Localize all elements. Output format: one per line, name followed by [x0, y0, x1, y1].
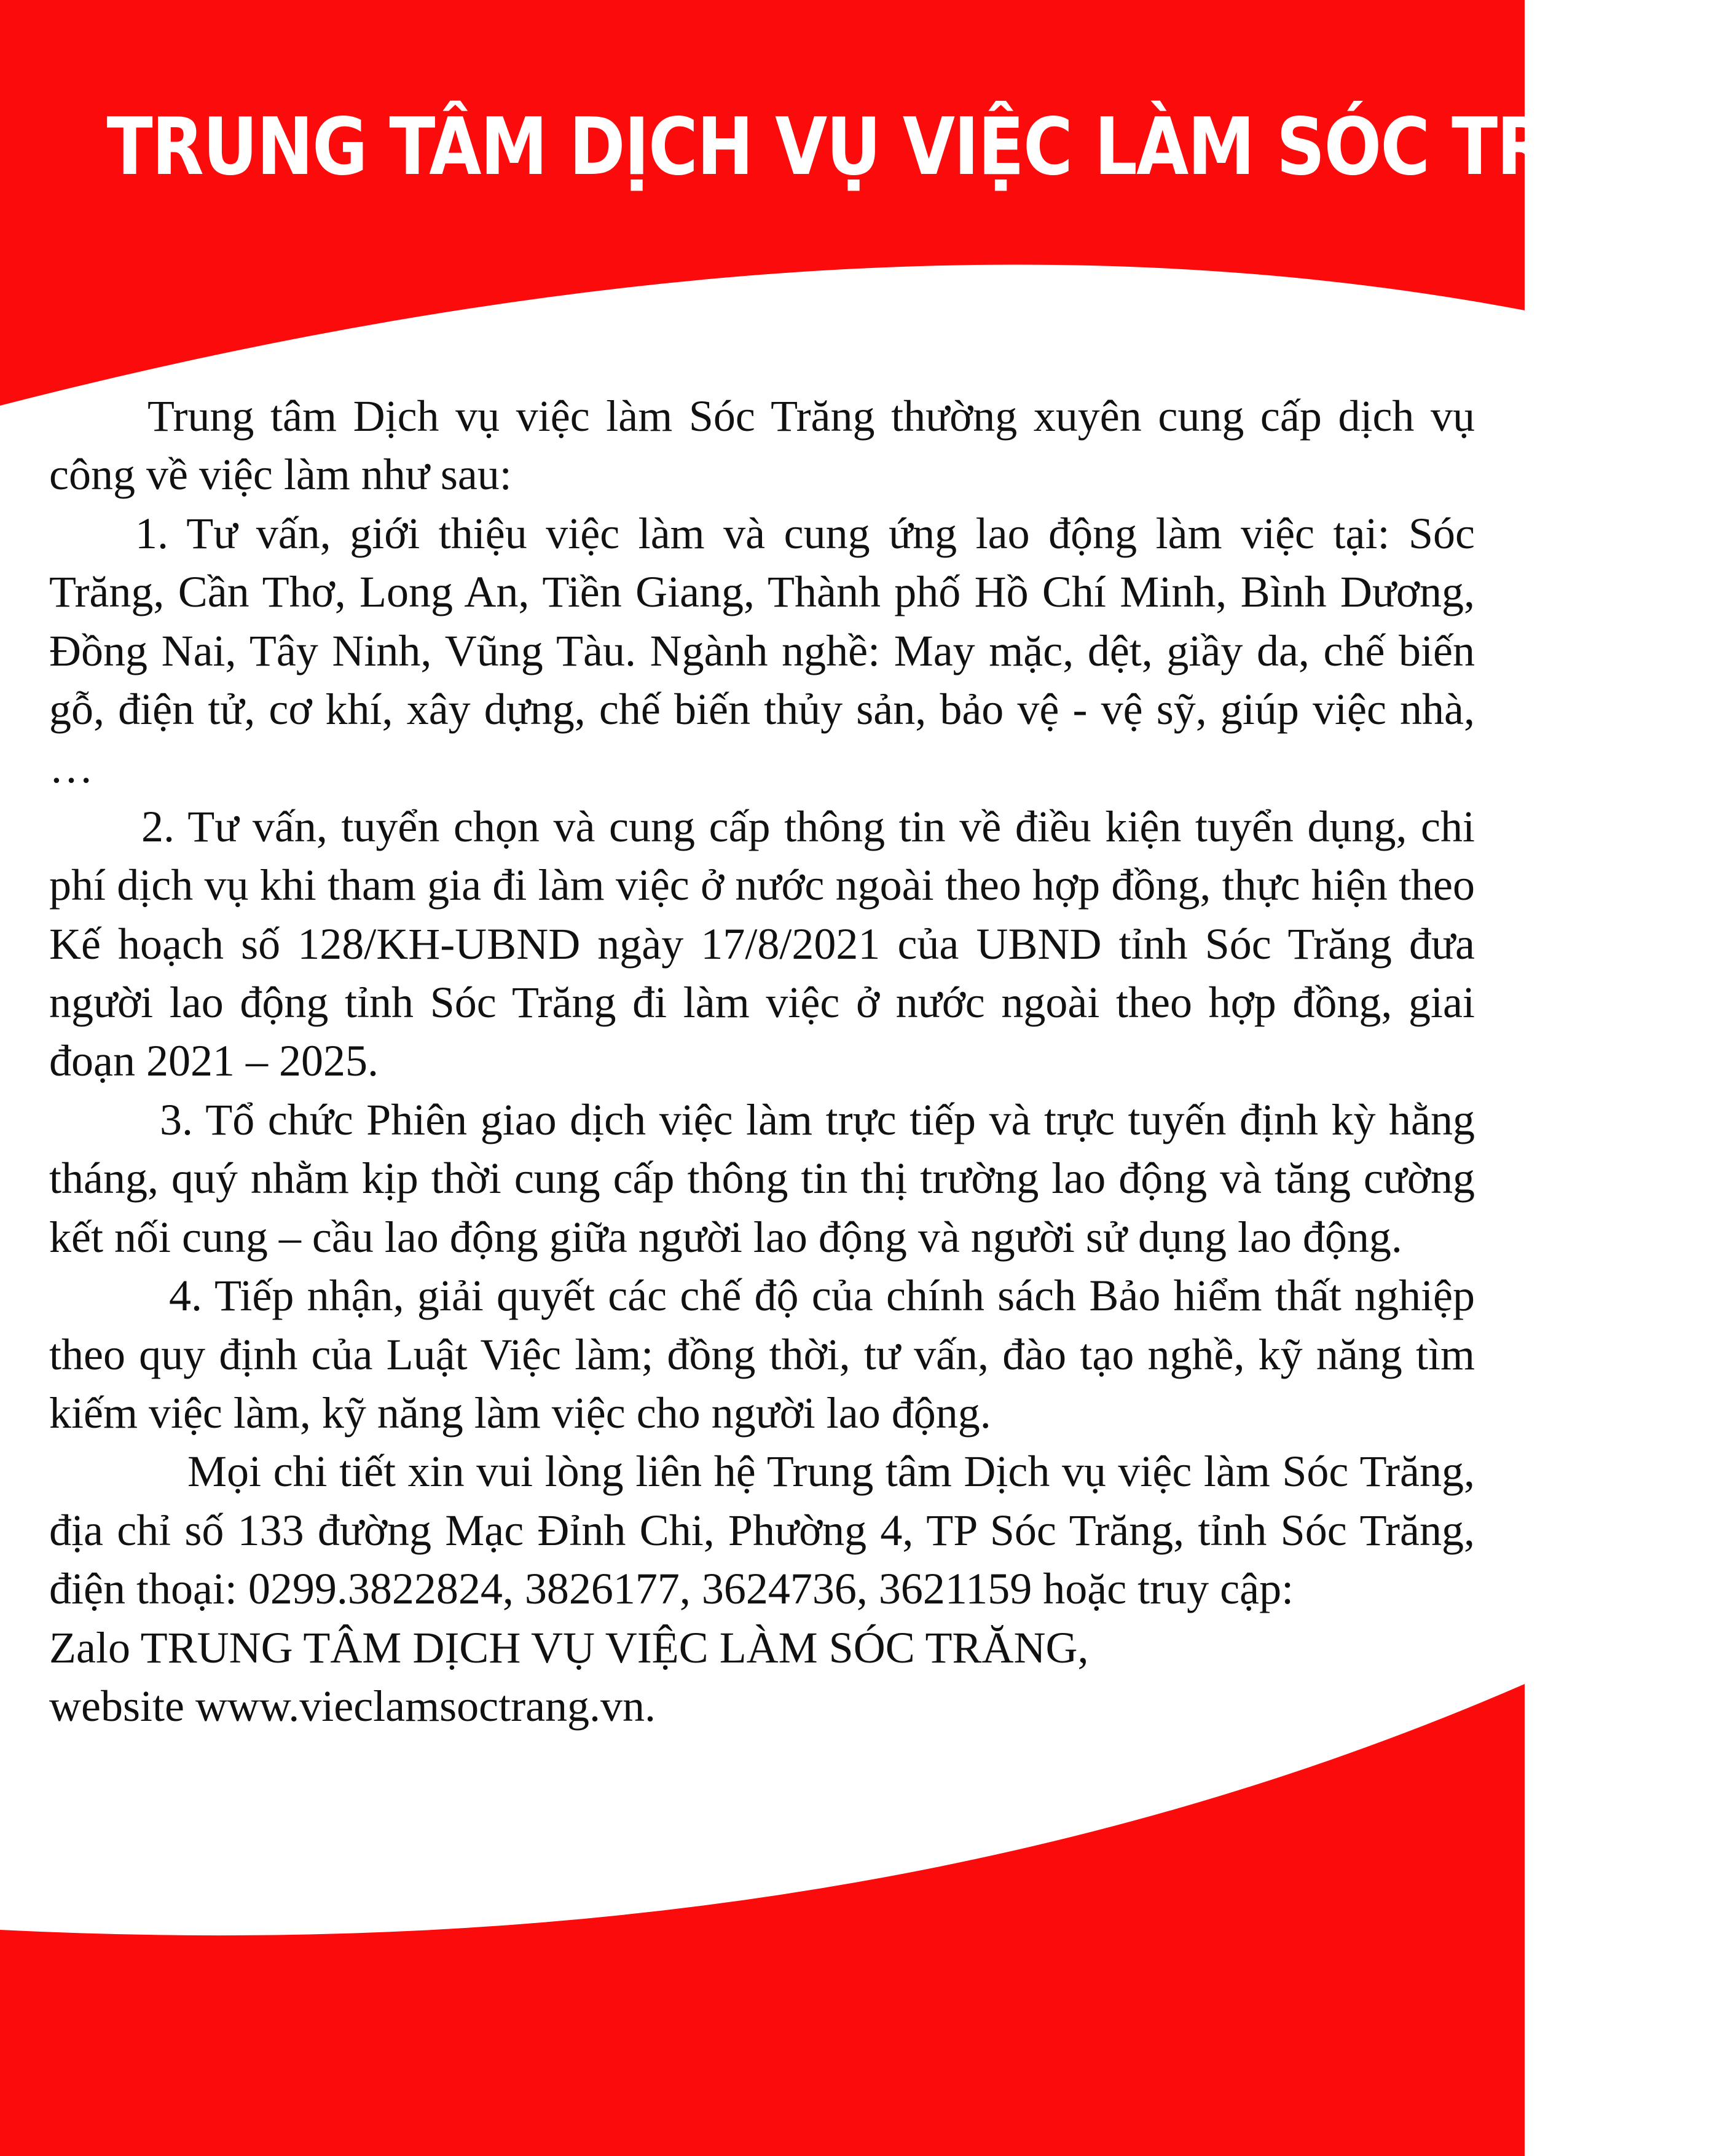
service-item-1: 1. Tư vấn, giới thiệu việc làm và cung ứng lao động làm việc tại: Sóc Trăng, Cần Thơ, Long An, Tiền Giang, Thành phố Hồ Chí Minh, Bình Dương, Đồng Nai, Tây Ninh, Vũng Tàu. Ngành nghề: May mặc, dệt, giầy da, chế biến gỗ, điện tử, cơ khí, xây dựng, chế biến thủy sản, bảo vệ - vệ sỹ, giúp việc nhà, … — [49, 508, 1475, 793]
body-text — [49, 387, 1475, 1736]
intro-paragraph: Trung tâm Dịch vụ việc làm Sóc Trăng thường xuyên cung cấp dịch vụ công về việc làm như sau: — [49, 391, 1475, 500]
bottom-red-banner — [0, 1684, 1525, 2156]
website-line: website www.vieclamsoctrang.vn. — [49, 1681, 656, 1731]
service-item-3: 3. Tổ chức Phiên giao dịch việc làm trực tiếp và trực tuyến định kỳ hằng tháng, quý nhằm kịp thời cung cấp thông tin thị trường lao động và tăng cường kết nối cung – cầu lao động giữa người lao động và người sử dụng lao động. — [49, 1095, 1475, 1262]
service-item-4: 4. Tiếp nhận, giải quyết các chế độ của chính sách Bảo hiểm thất nghiệp theo quy định của Luật Việc làm; đồng thời, tư vấn, đào tạo nghề, kỹ năng tìm kiếm việc làm, kỹ năng làm việc cho người lao động. — [49, 1271, 1475, 1438]
zalo-line: Zalo TRUNG TÂM DỊCH VỤ VIỆC LÀM SÓC TRĂNG, — [49, 1623, 1089, 1672]
service-item-2: 2. Tư vấn, tuyển chọn và cung cấp thông tin về điều kiện tuyển dụng, chi phí dịch vụ khi tham gia đi làm việc ở nước ngoài theo hợp đồng, thực hiện theo Kế hoạch số 128/KH-UBND ngày 17/8/2021 của UBND tỉnh Sóc Trăng đưa người lao động tỉnh Sóc Trăng đi làm việc ở nước ngoài theo hợp đồng, giai đoạn 2021 – 2025. — [49, 801, 1475, 1086]
page-title: TRUNG TÂM DỊCH VỤ VIỆC LÀM SÓC TRĂNG — [106, 101, 1709, 193]
contact-paragraph: Mọi chi tiết xin vui lòng liên hệ Trung tâm Dịch vụ việc làm Sóc Trăng, địa chỉ số 133 đường Mạc Đỉnh Chi, Phường 4, TP Sóc Trăng, tỉnh Sóc Trăng, điện thoại: 0299.3822824, 3826177, 3624736, 3621159 hoặc truy cập: — [49, 1447, 1475, 1614]
top-red-banner — [0, 0, 1709, 406]
